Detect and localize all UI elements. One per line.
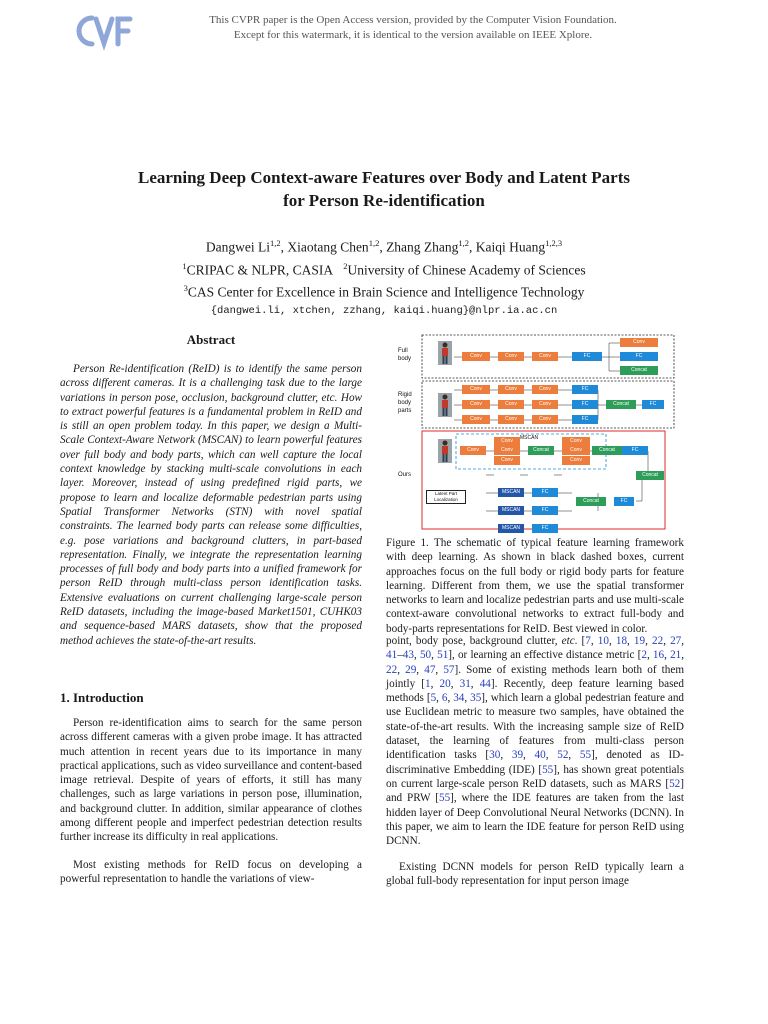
- conv-block: Conv: [562, 456, 590, 465]
- conv-block: Conv: [494, 456, 520, 465]
- conv-block: Conv: [498, 415, 524, 424]
- person-image-icon: [438, 341, 452, 365]
- body-text: ,: [523, 749, 535, 762]
- affiliation-1: CRIPAC & NLPR, CASIA: [186, 262, 334, 277]
- affiliation-line-1: [60, 257, 708, 280]
- body-text: . [: [574, 635, 586, 647]
- author-name: Zhang Zhang: [386, 239, 459, 255]
- body-text: ] and PRW [: [386, 777, 684, 805]
- body-text: ,: [470, 677, 480, 690]
- body-text: ,: [681, 635, 685, 647]
- conv-block: Conv: [462, 400, 490, 409]
- citation-link[interactable]: 47: [424, 663, 436, 676]
- fc-block: FC: [614, 497, 634, 506]
- conv-block: Conv: [498, 352, 524, 361]
- author-name: Kaiqi Huang: [475, 239, 546, 255]
- body-text: ], or learning an effective distance metric [: [448, 649, 642, 662]
- concat-block: Concat: [576, 497, 606, 506]
- body-text: ,: [447, 692, 454, 705]
- conv-block: Conv: [462, 385, 490, 394]
- citation-link[interactable]: 27: [670, 635, 682, 647]
- body-text: ,: [397, 663, 406, 676]
- citation-link[interactable]: 55: [438, 792, 451, 805]
- fc-block: FC: [620, 352, 658, 361]
- conv-block: Conv: [462, 352, 490, 361]
- citation-link[interactable]: 44: [479, 677, 491, 690]
- citation-link[interactable]: 52: [669, 777, 681, 790]
- affiliation-line-2: [60, 279, 708, 302]
- author-sup: 1,2,3: [545, 238, 563, 248]
- body-text: ]. Recently, deep feature learning based methods [: [386, 677, 684, 705]
- conv-block: Conv: [498, 385, 524, 394]
- citation-link[interactable]: 31: [459, 677, 471, 690]
- conv-block: Conv: [532, 352, 558, 361]
- citation-link[interactable]: 2: [641, 649, 647, 662]
- author-sup: 1,2: [368, 238, 380, 248]
- concat-block: Concat: [620, 366, 658, 375]
- citation-link[interactable]: 39: [511, 749, 524, 762]
- body-text: ,: [681, 649, 685, 662]
- body-text: ,: [590, 635, 598, 647]
- body-text: ,: [627, 635, 634, 647]
- citation-link[interactable]: 51: [437, 649, 449, 662]
- fc-block: FC: [572, 352, 602, 361]
- latent-part-localization-box: Latent Part Localization: [426, 490, 466, 504]
- citation-link[interactable]: 6: [441, 692, 448, 705]
- citation-link[interactable]: 35: [470, 692, 482, 705]
- fc-block: FC: [642, 400, 664, 409]
- citation-link[interactable]: 55: [579, 749, 592, 762]
- conv-block: Conv: [460, 446, 486, 455]
- body-text: ,: [646, 649, 653, 662]
- body-text: ,: [664, 649, 671, 662]
- paper-title-line-1: Learning Deep Context-aware Features over Body and Latent Parts: [137, 168, 630, 187]
- conv-block: Conv: [562, 437, 590, 446]
- right-column-paragraph-2: Existing DCNN models for person ReID typically learn a global full-body representation for input person image: [386, 861, 684, 888]
- citation-link[interactable]: 22: [652, 635, 664, 647]
- intro-heading: 1. Introduction: [60, 690, 144, 705]
- body-text: ], where the IDE features are taken from the last hidden layer of Deep Convolutional Neural Networks (DCNN). In this paper, we aim to learn the IDE feature for person ReID using DCNN.: [386, 792, 684, 848]
- conv-block: Conv: [562, 446, 590, 455]
- body-text: ,: [568, 749, 580, 762]
- body-text: ,: [435, 663, 444, 676]
- body-text: ,: [464, 692, 471, 705]
- fc-block: FC: [532, 506, 558, 515]
- intro-paragraph-1: Person re-identification aims to search for the same person across different cameras with a given probe image. It has attracted much attention in recent years due to its importance in many practical applications, such as video surveillance and content-based image retrieval. Despite of years of efforts, it still has many challenges, such as large variations in person pose, illumination, and background clutter. In addition, similar appearance of clothes among different people and imperfect pedestrian detection results further increase its difficulty in real applications.: [60, 717, 362, 844]
- emphasis-text: etc: [561, 635, 575, 647]
- citation-link[interactable]: 1: [425, 677, 431, 690]
- citation-link[interactable]: 10: [597, 635, 609, 647]
- citation-link[interactable]: 52: [557, 749, 569, 762]
- fc-block: FC: [572, 415, 598, 424]
- body-text: ,: [436, 692, 442, 705]
- fc-block: FC: [622, 446, 648, 455]
- body-text: ], denoted as ID-discriminative Embedding (IDE) [: [386, 749, 684, 776]
- concat-block: Concat: [592, 446, 622, 455]
- author-name: Dangwei Li: [205, 239, 270, 255]
- mscan-block: MSCAN: [498, 506, 524, 515]
- author-sup: 1,2: [269, 238, 281, 248]
- body-text: ,: [430, 677, 440, 690]
- paper-title: [60, 166, 708, 212]
- mscan-label: MSCAN: [520, 435, 539, 441]
- citation-link[interactable]: 20: [439, 677, 451, 690]
- caption-text: The schematic of typical feature learning framework with deep learning. As shown in black dashed boxes, current approaches focus on the full body or rigid body parts for feature learning. Different from them, we use the spatial transformer networks to learn and localize pedestrian parts and use multi-scale context-aware convolutional networks to extract full-body and body-parts representations for ReID. Best viewed in color.: [386, 537, 684, 635]
- conv-block: Conv: [532, 415, 558, 424]
- author-emails: {dangwei.li, xtchen, zzhang, kaiqi.huang}@nlpr.ia.ac.cn: [210, 304, 558, 317]
- citation-link[interactable]: 21: [670, 649, 682, 662]
- citation-link[interactable]: 50: [419, 649, 432, 662]
- paper-title-line-2: for Person Re-identification: [283, 191, 485, 210]
- affil-sup: 2: [343, 260, 348, 271]
- citation-link[interactable]: 22: [386, 663, 398, 676]
- conv-block: Conv: [462, 415, 490, 424]
- citation-link[interactable]: 57: [443, 663, 455, 676]
- abstract-heading: Abstract: [186, 332, 236, 347]
- citation-link[interactable]: 43: [402, 649, 414, 662]
- body-text: –: [397, 649, 403, 662]
- author-name: Xiaotang Chen: [287, 239, 369, 255]
- caption-label: Figure 1.: [386, 537, 429, 549]
- mscan-block: MSCAN: [498, 524, 524, 533]
- citation-link[interactable]: 5: [430, 692, 437, 705]
- body-text: point, body pose, background clutter,: [386, 635, 562, 647]
- row-label-ours: Ours: [398, 472, 412, 478]
- citation-link[interactable]: 40: [534, 749, 546, 762]
- watermark-text: [118, 13, 708, 43]
- body-text: ,: [431, 649, 438, 662]
- mscan-block: MSCAN: [498, 488, 524, 497]
- concat-block: Concat: [636, 471, 664, 480]
- affiliation-3: CAS Center for Excellence in Brain Science and Intelligence Technology: [187, 284, 585, 300]
- conv-block: Conv: [494, 437, 520, 446]
- author-names: Dangwei Li$^{1,2}$, Xiaotang Chen$^{1,2}$, Zhang Zhang$^{1,2}$, Kaiqi Huang$^{1,2,3}$: [205, 238, 563, 255]
- figure-1-caption: [386, 536, 684, 636]
- person-image-icon: [438, 439, 452, 463]
- body-text: ,: [608, 635, 616, 647]
- citation-link[interactable]: 41: [386, 649, 398, 662]
- fc-block: FC: [572, 400, 598, 409]
- body-text: ,: [416, 663, 425, 676]
- body-text: ,: [413, 649, 420, 662]
- watermark-line-1: This CVPR paper is the Open Access version, provided by the Computer Vision Foundation.: [209, 14, 617, 26]
- author-block: [60, 234, 708, 321]
- citation-link[interactable]: 16: [652, 649, 665, 662]
- citation-link[interactable]: 29: [405, 663, 417, 676]
- body-text: ,: [500, 749, 512, 762]
- concat-block: Concat: [606, 400, 636, 409]
- abstract-body: Person Re-identification (ReID) is to identify the same person across different cameras. It is a challenging task due to the large variations in person pose, occlusion, background clutter, etc. How to extract powerful features is a fundamental problem in ReID and is still an open problem today. In this paper, we design a Multi-Scale Context-Aware Network (MSCAN) to learn powerful features over full body and body parts, which can well capture the local context knowledge by stacking multi-scale convolutions in each layer. Moreover, instead of using predefined rigid parts, we propose to learn and localize deformable pedestrian parts using Spatial Transformer Networks (STN) with novel spatial constraints. The learned body parts can release some difficulties, e.g. pose variations and background clutters, in part-based representation. Finally, we integrate the representation learning processes of full body and body parts into a unified framework for person ReID through multi-class person identification tasks. Extensive evaluations on current challenging large-scale person ReID datasets, including the image-based Market1501, CUHK03 and sequence-based MARS datasets, show that the proposed method achieves the state-of-the-art results.: [60, 363, 362, 647]
- body-text: ], has shown great potentials on current large-scale person ReID datasets, such as MARS [: [386, 763, 684, 790]
- author-sup: 1,2: [458, 238, 470, 248]
- body-text: ], which learn a global pedestrian feature and use Euclidean metric to measure two samples, have obtained the state-of-the-art results. With the increasing sample size of ReID dataset, the learning of features from multi-class person identification tasks [: [386, 692, 685, 762]
- affil-sup: 3: [183, 283, 188, 293]
- row-label-rigid-parts: Rigid body parts: [398, 392, 412, 414]
- row-label-full-body: Full body: [398, 348, 412, 362]
- intro-paragraph-2: Most existing methods for ReID focus on developing a powerful representation to handle the variations of view-: [60, 859, 362, 886]
- right-column-paragraph-1: [386, 634, 684, 848]
- body-text: ,: [545, 749, 558, 762]
- conv-block: Conv: [532, 400, 558, 409]
- concat-block: Concat: [528, 446, 554, 455]
- body-text: ,: [450, 677, 460, 690]
- body-text: ,: [663, 635, 671, 647]
- citation-link[interactable]: 30: [489, 749, 501, 762]
- citation-link[interactable]: 18: [615, 635, 628, 647]
- fc-block: FC: [532, 524, 558, 533]
- citation-link[interactable]: 55: [542, 763, 554, 776]
- watermark-line-2: Except for this watermark, it is identical to the version available on IEEE Xplore.: [233, 29, 593, 41]
- conv-block: Conv: [494, 446, 520, 455]
- fc-block: FC: [532, 488, 558, 497]
- body-text: ]. Some of existing methods learn both of them jointly [: [386, 663, 685, 690]
- conv-block: Conv: [620, 338, 658, 347]
- person-image-icon: [438, 393, 452, 417]
- conv-block: Conv: [532, 385, 558, 394]
- citation-link[interactable]: 7: [585, 635, 591, 647]
- affiliation-2: University of Chinese Academy of Sciences: [347, 262, 586, 277]
- fc-block: FC: [572, 385, 598, 394]
- conv-block: Conv: [498, 400, 524, 409]
- citation-link[interactable]: 34: [453, 692, 465, 705]
- affil-sup: 1: [182, 260, 187, 271]
- citation-link[interactable]: 19: [633, 635, 646, 647]
- body-text: ,: [645, 635, 652, 647]
- figure-1: [386, 333, 686, 533]
